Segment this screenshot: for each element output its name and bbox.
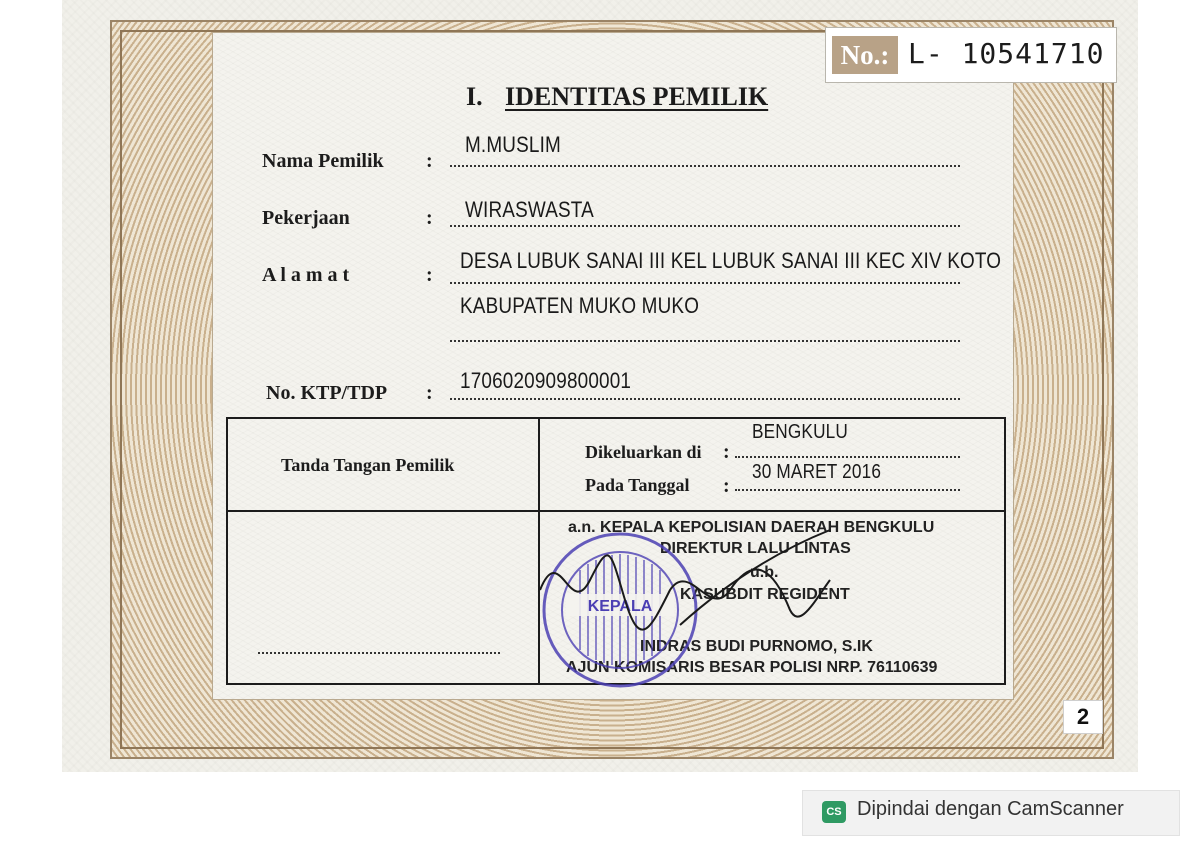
document-number-label: No.: — [832, 36, 898, 74]
address-line-1: DESA LUBUK SANAI III KEL LUBUK SANAI III KEC XIV KOTO — [460, 248, 1002, 273]
issued-at-value: BENGKULU — [752, 421, 849, 443]
camscanner-logo-icon: CS — [822, 801, 846, 823]
issued-date-label: Pada Tanggal — [585, 475, 690, 495]
owner-name-label: Nama Pemilik — [262, 150, 384, 172]
issued-date-dotted-line — [735, 489, 960, 491]
authority-line-4: KASUBDIT REGIDENT — [680, 586, 850, 603]
authority-line-2: DIREKTUR LALU LINTAS — [660, 540, 851, 557]
address-dotted-line-2 — [450, 340, 960, 342]
owner-name-dotted-line — [450, 165, 960, 167]
authority-line-1: a.n. KEPALA KEPOLISIAN DAERAH BENGKULU — [568, 519, 935, 536]
ktp-label: No. KTP/TDP — [266, 382, 388, 404]
official-rank: AJUN KOMISARIS BESAR POLISI NRP. 76110639 — [566, 659, 938, 676]
address-dotted-line-1 — [450, 282, 960, 284]
occupation-label: Pekerjaan — [262, 207, 350, 229]
authority-line-3: u.b. — [750, 564, 779, 581]
address-label: A l a m a t — [262, 264, 350, 286]
issued-at-label: Dikeluarkan di — [585, 442, 702, 462]
address-colon: : — [426, 264, 433, 286]
owner-name-value: M.MUSLIM — [465, 132, 561, 157]
camscanner-text: Dipindai dengan CamScanner — [857, 798, 1124, 820]
stamp-text: KEPALA — [587, 598, 653, 615]
page-number: 2 — [1063, 700, 1103, 734]
owner-signature-label: Tanda Tangan Pemilik — [281, 455, 455, 475]
official-signature — [530, 520, 850, 650]
issued-at-dotted-line — [735, 456, 960, 458]
address-line-2: KABUPATEN MUKO MUKO — [460, 293, 700, 318]
occupation-colon: : — [426, 207, 433, 229]
occupation-value: WIRASWASTA — [465, 197, 594, 222]
issued-date-value: 30 MARET 2016 — [752, 461, 882, 483]
ktp-colon: : — [426, 382, 433, 404]
section-title: IDENTITAS PEMILIK — [505, 82, 769, 111]
ktp-value: 1706020909800001 — [460, 368, 632, 393]
issued-at-colon: : — [723, 441, 730, 463]
owner-name-colon: : — [426, 150, 433, 172]
official-name: INDRAS BUDI PURNOMO, S.IK — [640, 638, 873, 655]
issued-date-colon: : — [723, 475, 730, 497]
section-number: I. — [466, 82, 483, 111]
document-number-value: L- 10541710 — [908, 37, 1105, 70]
occupation-dotted-line — [450, 225, 960, 227]
table-horizontal-divider — [226, 510, 1006, 512]
ktp-dotted-line — [450, 398, 960, 400]
owner-signature-line — [258, 652, 500, 654]
